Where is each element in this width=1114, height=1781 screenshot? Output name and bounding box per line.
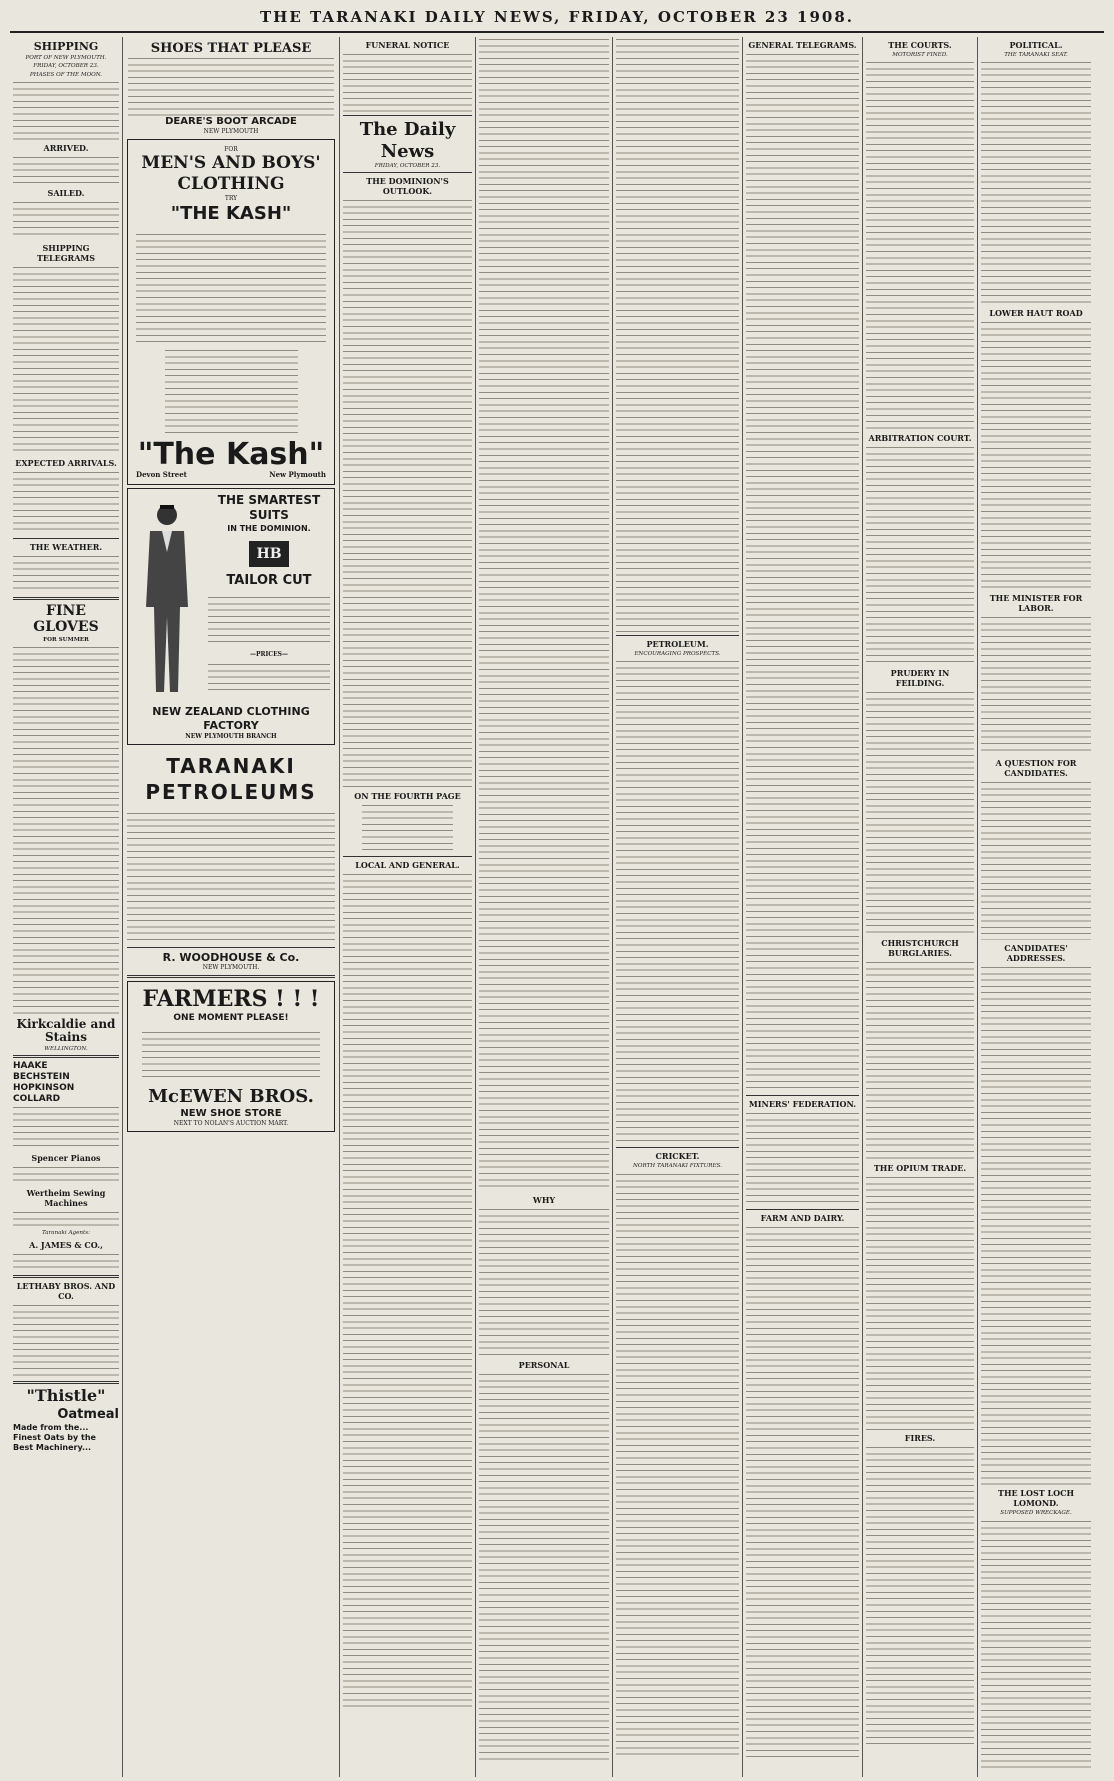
gloves-text bbox=[13, 645, 119, 1015]
piano-haake: HAAKE bbox=[13, 1061, 48, 1072]
james-text bbox=[13, 1252, 119, 1272]
mcewen-title: McEWEN BROS. bbox=[148, 1085, 314, 1107]
petroleum-ad bbox=[127, 753, 335, 971]
smartest-title: THE SMARTEST SUITS bbox=[217, 493, 321, 523]
column-3 bbox=[340, 37, 476, 1777]
prices-label: —PRICES— bbox=[250, 651, 288, 659]
fourth-page-heading: ON THE FOURTH PAGE bbox=[354, 791, 461, 802]
oatmeal-title: Oatmeal bbox=[57, 1406, 119, 1422]
general-text bbox=[746, 52, 859, 1092]
sailed-text bbox=[13, 200, 119, 240]
farmers-title: FARMERS ! ! ! bbox=[142, 985, 320, 1012]
arbitration-text bbox=[866, 445, 974, 665]
personal-heading: PERSONAL bbox=[518, 1360, 570, 1370]
question-text bbox=[981, 780, 1091, 940]
column-1 bbox=[10, 37, 123, 1777]
woodhouse-city: NEW PLYMOUTH. bbox=[202, 964, 260, 972]
courts-heading: THE COURTS. bbox=[888, 40, 952, 50]
col4-text-2 bbox=[479, 1207, 609, 1357]
date-line: FRIDAY, OCTOBER 23. bbox=[33, 63, 99, 70]
farm-heading: FARM AND DAIRY. bbox=[760, 1213, 845, 1223]
petroleum-heading: PETROLEUM. bbox=[646, 639, 709, 649]
column-2 bbox=[123, 37, 340, 1777]
supposed-sub: SUPPOSED WRECKAGE. bbox=[1000, 1510, 1072, 1517]
question-heading: A QUESTION FOR CANDIDATES. bbox=[995, 758, 1077, 779]
farm-text bbox=[746, 1225, 859, 1760]
column-7 bbox=[863, 37, 978, 1777]
prudery-heading: PRUDERY IN FEILDING. bbox=[890, 668, 950, 689]
kash-address bbox=[136, 472, 326, 478]
kash-ad bbox=[127, 139, 335, 485]
encouraging-sub: ENCOURAGING PROSPECTS. bbox=[634, 651, 721, 657]
man-in-suit-illustration bbox=[132, 497, 202, 697]
cricket-heading: CRICKET. bbox=[655, 1151, 700, 1162]
kash-quote: "THE KASH" bbox=[170, 203, 292, 224]
lost-heading: THE LOST LOCH LOMOND. bbox=[997, 1488, 1075, 1509]
column-6 bbox=[743, 37, 863, 1777]
columns bbox=[10, 37, 1104, 1777]
expected-heading: EXPECTED ARRIVALS. bbox=[15, 457, 117, 468]
nzcf-title: NEW ZEALAND CLOTHING FACTORY bbox=[152, 705, 310, 733]
petroleum-text bbox=[616, 659, 739, 1144]
nzcf-branch: NEW PLYMOUTH BRANCH bbox=[185, 733, 277, 741]
piano-bechstein: BECHSTEIN bbox=[13, 1072, 70, 1083]
deare-city: NEW PLYMOUTH bbox=[203, 128, 259, 135]
kash-devon: Devon Street bbox=[136, 470, 187, 479]
suits-text bbox=[208, 595, 330, 645]
pianos-list bbox=[13, 1061, 119, 1105]
lethaby-heading: LETHABY BROS. AND CO. bbox=[16, 1280, 116, 1301]
minister-text bbox=[981, 615, 1091, 755]
col4-text-1 bbox=[479, 37, 609, 1192]
hb-logo: HB bbox=[249, 541, 289, 567]
woodhouse-title: R. WOODHOUSE & Co. bbox=[162, 951, 300, 965]
wertheim-heading: Wertheim Sewing Machines bbox=[26, 1188, 106, 1209]
kash-for: FOR bbox=[224, 146, 238, 153]
farmers-text bbox=[142, 1030, 320, 1080]
candidates-text bbox=[981, 965, 1091, 1485]
miners-text bbox=[746, 1111, 859, 1206]
minister-heading: THE MINISTER FOR LABOR. bbox=[989, 593, 1083, 614]
general-heading: GENERAL TELEGRAMS. bbox=[748, 40, 857, 50]
kash-men: MEN'S AND BOYS' bbox=[141, 153, 321, 173]
why-heading: WHY bbox=[532, 1195, 556, 1205]
piano-hopkinson: HOPKINSON bbox=[13, 1083, 75, 1094]
tide-table bbox=[13, 80, 119, 140]
opium-heading: THE OPIUM TRADE. bbox=[873, 1163, 967, 1174]
deare-title: DEARE'S BOOT ARCADE bbox=[165, 116, 297, 127]
kirk-title: Kirkcaldie and Stains bbox=[16, 1017, 116, 1045]
shipping-heading: SHIPPING bbox=[33, 40, 99, 53]
weather-heading: THE WEATHER. bbox=[29, 541, 103, 552]
tailor-title: TAILOR CUT bbox=[226, 573, 312, 589]
fires-heading: FIRES. bbox=[904, 1433, 936, 1444]
petroleum-ad-text bbox=[127, 811, 335, 941]
lower-hutt-heading: LOWER HAUT ROAD bbox=[989, 308, 1083, 319]
shipping-telegrams-text bbox=[13, 265, 119, 455]
gloves-title: FINE GLOVES bbox=[33, 602, 99, 635]
funeral-text bbox=[343, 52, 472, 112]
cricket-text bbox=[616, 1172, 739, 1757]
local-heading: LOCAL AND GENERAL. bbox=[355, 860, 460, 871]
james-co: A. JAMES & CO., bbox=[29, 1239, 103, 1250]
kash-prices bbox=[165, 348, 298, 438]
shoes-title: SHOES THAT PLEASE bbox=[150, 41, 312, 56]
opium-text bbox=[866, 1175, 974, 1430]
oat-line-2: Finest Oats by the bbox=[13, 1432, 96, 1442]
political-heading: POLITICAL. bbox=[1009, 40, 1063, 50]
kash-np: New Plymouth bbox=[269, 470, 326, 479]
spencer-text bbox=[13, 1165, 119, 1185]
fourth-page-list bbox=[362, 803, 452, 853]
newshoe-title: NEW SHOE STORE bbox=[180, 1107, 282, 1119]
shoes-text bbox=[128, 56, 334, 116]
arrived-text bbox=[13, 155, 119, 185]
kash-clothing: CLOTHING bbox=[177, 174, 285, 194]
kash-body bbox=[136, 232, 326, 342]
piano-collard: COLLARD bbox=[13, 1094, 61, 1105]
pianos-text bbox=[13, 1105, 119, 1150]
seat-sub: THE TARANAKI SEAT. bbox=[1004, 52, 1068, 58]
wertheim-text bbox=[13, 1210, 119, 1230]
christchurch-heading: CHRISTCHURCH BURGLARIES. bbox=[881, 938, 959, 959]
column-5 bbox=[613, 37, 743, 1777]
column-8 bbox=[978, 37, 1094, 1777]
courts-text bbox=[866, 60, 974, 430]
expected-text bbox=[13, 470, 119, 535]
spencer-heading: Spencer Pianos bbox=[31, 1153, 101, 1164]
kash-big: "The Kash" bbox=[137, 437, 325, 472]
farmers-ad bbox=[127, 981, 335, 1132]
personal-text bbox=[479, 1372, 609, 1762]
gloves-sub: FOR SUMMER bbox=[43, 636, 89, 643]
fires-text bbox=[866, 1445, 974, 1745]
oat-line-3: Best Machinery... bbox=[13, 1442, 92, 1452]
next-to: NEXT TO NOLAN'S AUCTION MART. bbox=[173, 1119, 289, 1127]
outlook-text bbox=[343, 198, 472, 788]
daily-news-title: The Daily News bbox=[359, 119, 456, 162]
port-line: PORT OF NEW PLYMOUTH. bbox=[25, 55, 107, 61]
outlook-heading: THE DOMINION'S OUTLOOK. bbox=[366, 176, 449, 197]
oat-line-1: Made from the... bbox=[13, 1422, 89, 1432]
col5-text-1 bbox=[616, 37, 739, 632]
christchurch-text bbox=[866, 960, 974, 1160]
candidates-heading: CANDIDATES' ADDRESSES. bbox=[1004, 943, 1068, 964]
weather-text bbox=[13, 554, 119, 594]
phases-line: PHASES OF THE MOON. bbox=[29, 71, 103, 78]
miners-heading: MINERS' FEDERATION. bbox=[748, 1099, 857, 1109]
petroleum-title-2: PETROLEUMS bbox=[145, 780, 317, 805]
arbitration-heading: ARBITRATION COURT. bbox=[868, 433, 972, 444]
lower-hutt-text bbox=[981, 320, 1091, 590]
local-text bbox=[343, 872, 472, 1712]
lethaby-text bbox=[13, 1303, 119, 1378]
shipping-telegrams-heading: SHIPPING TELEGRAMS bbox=[36, 242, 96, 263]
suits-ad bbox=[127, 488, 335, 745]
kirk-city: WELLINGTON. bbox=[44, 1046, 88, 1053]
one-moment: ONE MOMENT PLEASE! bbox=[173, 1012, 289, 1023]
petroleum-title-1: TARANAKI bbox=[166, 754, 296, 779]
masthead: THE TARANAKI DAILY NEWS, FRIDAY, OCTOBER 23 1908. bbox=[10, 6, 1104, 33]
arrived-heading: ARRIVED. bbox=[43, 142, 89, 153]
fixtures-sub: NORTH TARANAKI FIXTURES. bbox=[632, 1163, 723, 1170]
prices-text bbox=[208, 662, 330, 692]
column-4 bbox=[476, 37, 613, 1777]
funeral-heading: FUNERAL NOTICE bbox=[365, 40, 450, 50]
kash-try: TRY bbox=[224, 195, 238, 202]
sailed-heading: SAILED. bbox=[47, 187, 85, 198]
smartest-sub: IN THE DOMINION. bbox=[227, 524, 311, 534]
lost-text bbox=[981, 1519, 1091, 1769]
daily-date: FRIDAY, OCTOBER 23. bbox=[374, 163, 441, 169]
prudery-text bbox=[866, 690, 974, 935]
shoes-ad bbox=[127, 40, 335, 136]
taranaki-agents: Taranaki Agents: bbox=[41, 1230, 91, 1237]
thistle-title: "Thistle" bbox=[26, 1385, 106, 1405]
motorist-sub: MOTORIST FINED. bbox=[892, 52, 948, 58]
political-text bbox=[981, 60, 1091, 305]
